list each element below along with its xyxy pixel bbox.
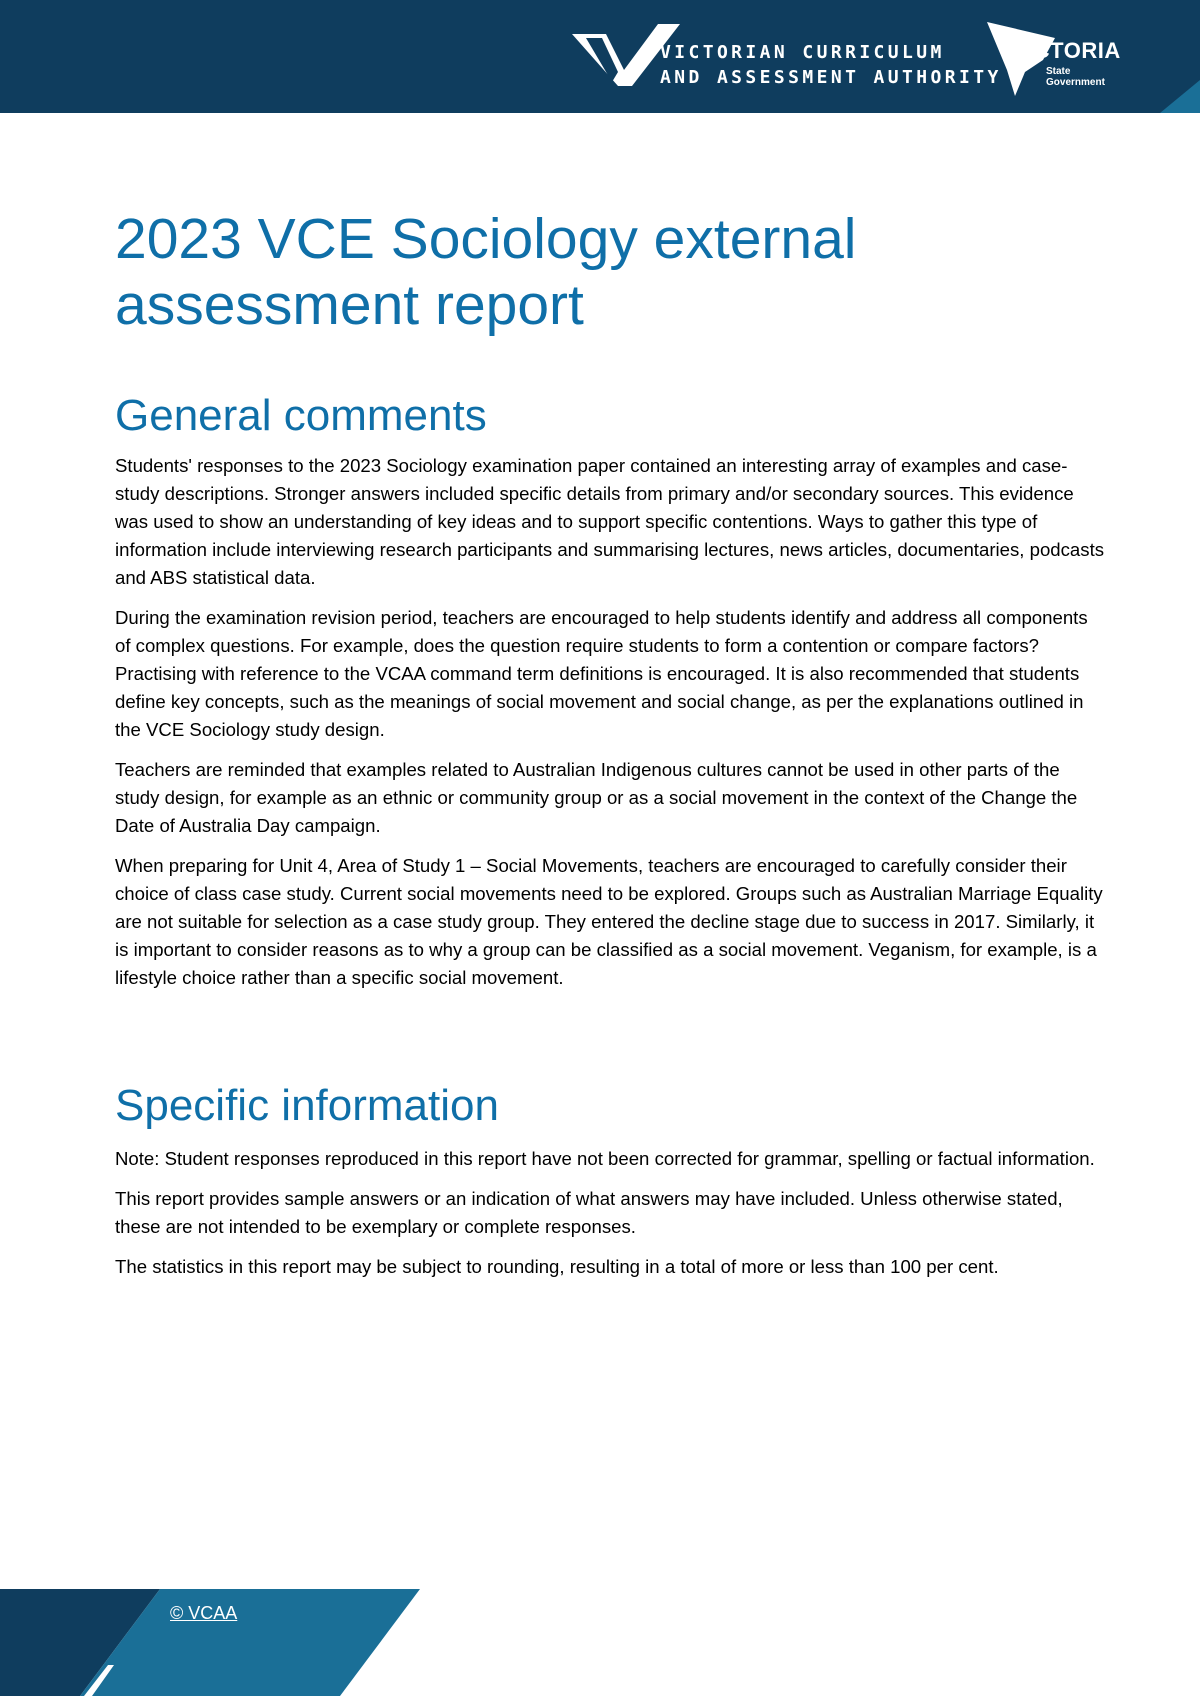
general-comments-section — [115, 391, 1105, 1004]
specific-information-heading: Specific information — [115, 1081, 499, 1130]
title-line2: assessment report — [115, 273, 584, 337]
general-paragraph: Teachers are reminded that examples related to Australian Indigenous cultures cannot be used in other parts of the study design, for example as an ethnic or community group or as a social movement in the context of the Change the Date of Australia Day campaign. — [115, 759, 1078, 836]
specific-paragraph: The statistics in this report may be subject to rounding, resulting in a total of more or less than 100 per cent. — [115, 1256, 999, 1277]
general-paragraph: During the examination revision period, teachers are encouraged to help students identify and address all components of complex questions. For example, does the question require students to form a contention or compare factors? Practising with reference to the VCAA command term definitions is encouraged. It is also recommended that students define key concepts, such as the meanings of social movement and social change, as per the explanations outlined in the VCE Sociology study design. — [115, 607, 1088, 740]
state-government-label — [1046, 66, 1105, 88]
government-label: Government — [1046, 77, 1105, 88]
general-paragraph: Students' responses to the 2023 Sociology examination paper contained an interesting array of examples and case-study descriptions. Stronger answers included specific details from primary and/or secondary sources. This evidence was used to show an understanding of key ideas and to support specific contentions. Ways to gather this type of information include interviewing research participants and summarising lectures, news articles, documentaries, podcasts and ABS statistical data. — [115, 455, 1105, 588]
specific-paragraph: Note: Student responses reproduced in this report have not been corrected for grammar, spelling or factual information. — [115, 1148, 1095, 1169]
specific-paragraph: This report provides sample answers or an indication of what answers may have included. Unless otherwise stated, these are not intended to be exemplary or complete responses. — [115, 1188, 1063, 1237]
page-title — [115, 206, 1115, 338]
org-name-line2: AND ASSESSMENT AUTHORITY — [660, 67, 1002, 88]
org-name-line1: VICTORIAN CURRICULUM — [660, 42, 945, 63]
header-stripe-decoration — [1160, 80, 1200, 113]
victoria-wordmark: VICTORIA — [1012, 38, 1121, 63]
general-comments-heading: General comments — [115, 391, 487, 440]
state-label: State — [1046, 66, 1071, 77]
copyright-link[interactable]: © VCAA — [170, 1603, 238, 1623]
general-paragraph: When preparing for Unit 4, Area of Study 1 – Social Movements, teachers are encouraged to carefully consider their choice of class case study. Current social movements need to be explored. Groups such as Australian Marriage Equality are not suitable for selection as a case study group. They entered the decline stage due to success in 2017. Similarly, it is important to consider reasons as to why a group can be classified as a social movement. Veganism, for example, is a lifestyle choice rather than a specific social movement. — [115, 855, 1103, 988]
page-header — [0, 0, 1200, 113]
specific-information-section — [115, 1081, 1105, 1293]
title-line1: 2023 VCE Sociology external — [115, 207, 857, 271]
vcaa-org-name — [660, 40, 1002, 90]
